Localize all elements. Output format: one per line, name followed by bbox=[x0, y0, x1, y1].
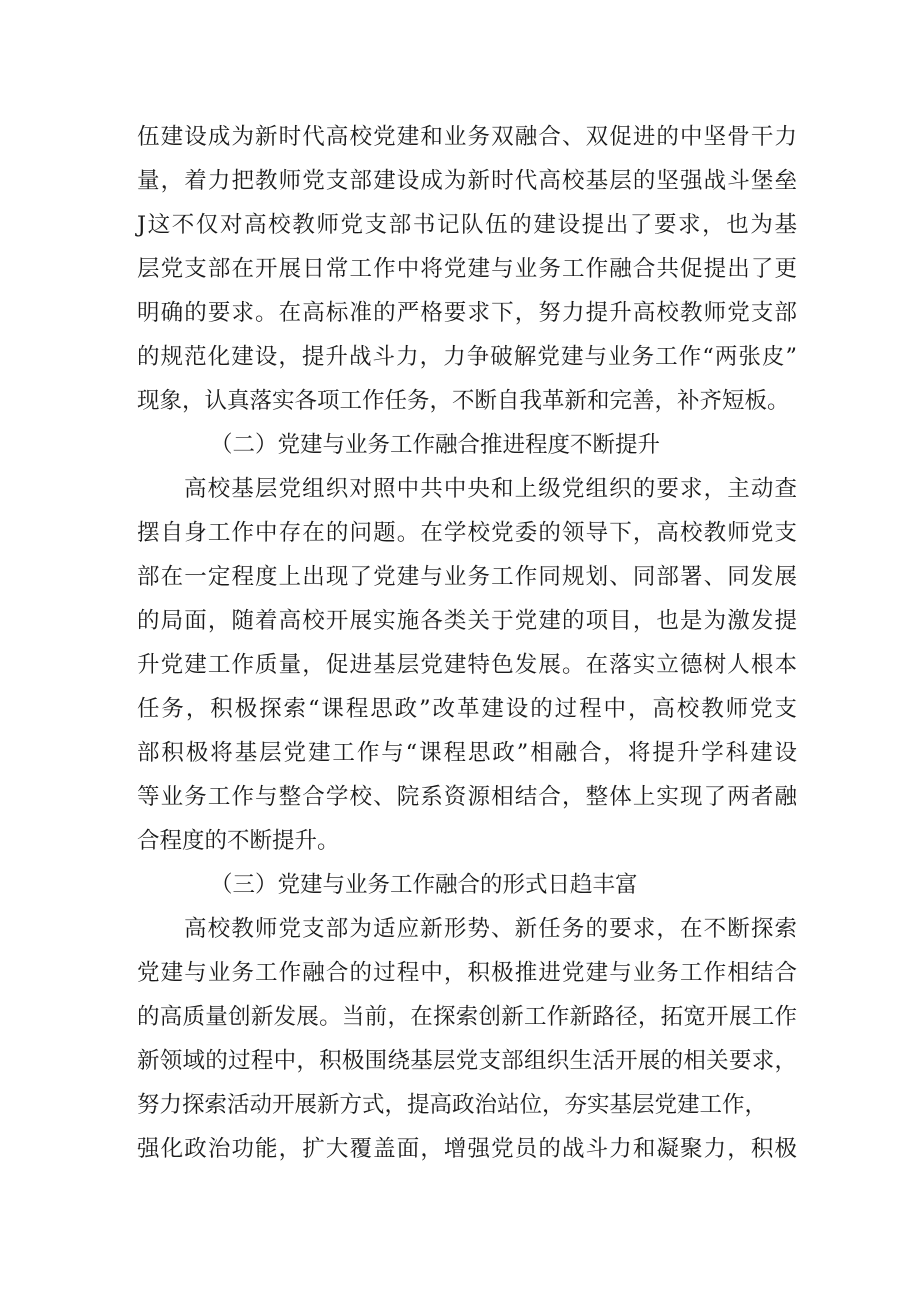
body-text-line: 部积极将基层党建工作与“课程思政”相融合，将提升学科建设 bbox=[137, 740, 797, 766]
body-text-line: 量，着力把教师党支部建设成为新时代高校基层的坚强战斗堡垒 bbox=[137, 168, 797, 194]
body-text-line: 现象，认真落实各项工作任务，不断自我革新和完善，补齐短板。 bbox=[137, 388, 790, 414]
section-heading-3: （三）党建与业务工作融合的形式日趋丰富 bbox=[210, 872, 638, 898]
body-text-line: 明确的要求。在高标准的严格要求下，努力提升高校教师党支部 bbox=[137, 300, 797, 326]
body-text-line: 努力探索活动开展新方式，提高政治站位，夯实基层党建工作， bbox=[137, 1092, 768, 1118]
body-text-line: 层党支部在开展日常工作中将党建与业务工作融合共促提出了更 bbox=[137, 256, 797, 282]
body-text-line: 的规范化建设，提升战斗力，力争破解党建与业务工作“两张皮” bbox=[137, 344, 797, 370]
body-text-line: 升党建工作质量，促进基层党建特色发展。在落实立德树人根本 bbox=[137, 652, 797, 678]
body-text-line: 等业务工作与整合学校、院系资源相结合，整体上实现了两者融 bbox=[137, 784, 797, 810]
body-text-line: J这不仅对高校教师党支部书记队伍的建设提出了要求，也为基 bbox=[137, 212, 797, 238]
body-text-line: 党建与业务工作融合的过程中，积极推进党建与业务工作相结合 bbox=[137, 960, 797, 986]
body-text-line: 部在一定程度上出现了党建与业务工作同规划、同部署、同发展 bbox=[137, 564, 797, 590]
body-text-line: 摆自身工作中存在的问题。在学校党委的领导下，高校教师党支 bbox=[137, 520, 797, 546]
body-text-line: 伍建设成为新时代高校党建和业务双融合、双促进的中坚骨干力 bbox=[137, 124, 797, 150]
body-text-line: 的局面，随着高校开展实施各类关于党建的项目，也是为激发提 bbox=[137, 608, 797, 634]
paragraph-first-line: 高校基层党组织对照中共中央和上级党组织的要求，主动查 bbox=[184, 476, 797, 502]
body-text-line: 新领域的过程中，积极围绕基层党支部组织生活开展的相关要求， bbox=[137, 1048, 797, 1074]
body-text-line: 任务，积极探索“课程思政”改革建设的过程中，高校教师党支 bbox=[137, 696, 797, 722]
paragraph-first-line: 高校教师党支部为适应新形势、新任务的要求，在不断探索 bbox=[184, 916, 797, 942]
body-text-line: 合程度的不断提升。 bbox=[137, 828, 340, 854]
body-text-line: 的高质量创新发展。当前，在探索创新工作新路径，拓宽开展工作 bbox=[137, 1004, 797, 1030]
body-text-line: 强化政治功能，扩大覆盖面，增强党员的战斗力和凝聚力，积极 bbox=[137, 1136, 797, 1162]
section-heading-2: （二）党建与业务工作融合推进程度不断提升 bbox=[210, 432, 661, 458]
